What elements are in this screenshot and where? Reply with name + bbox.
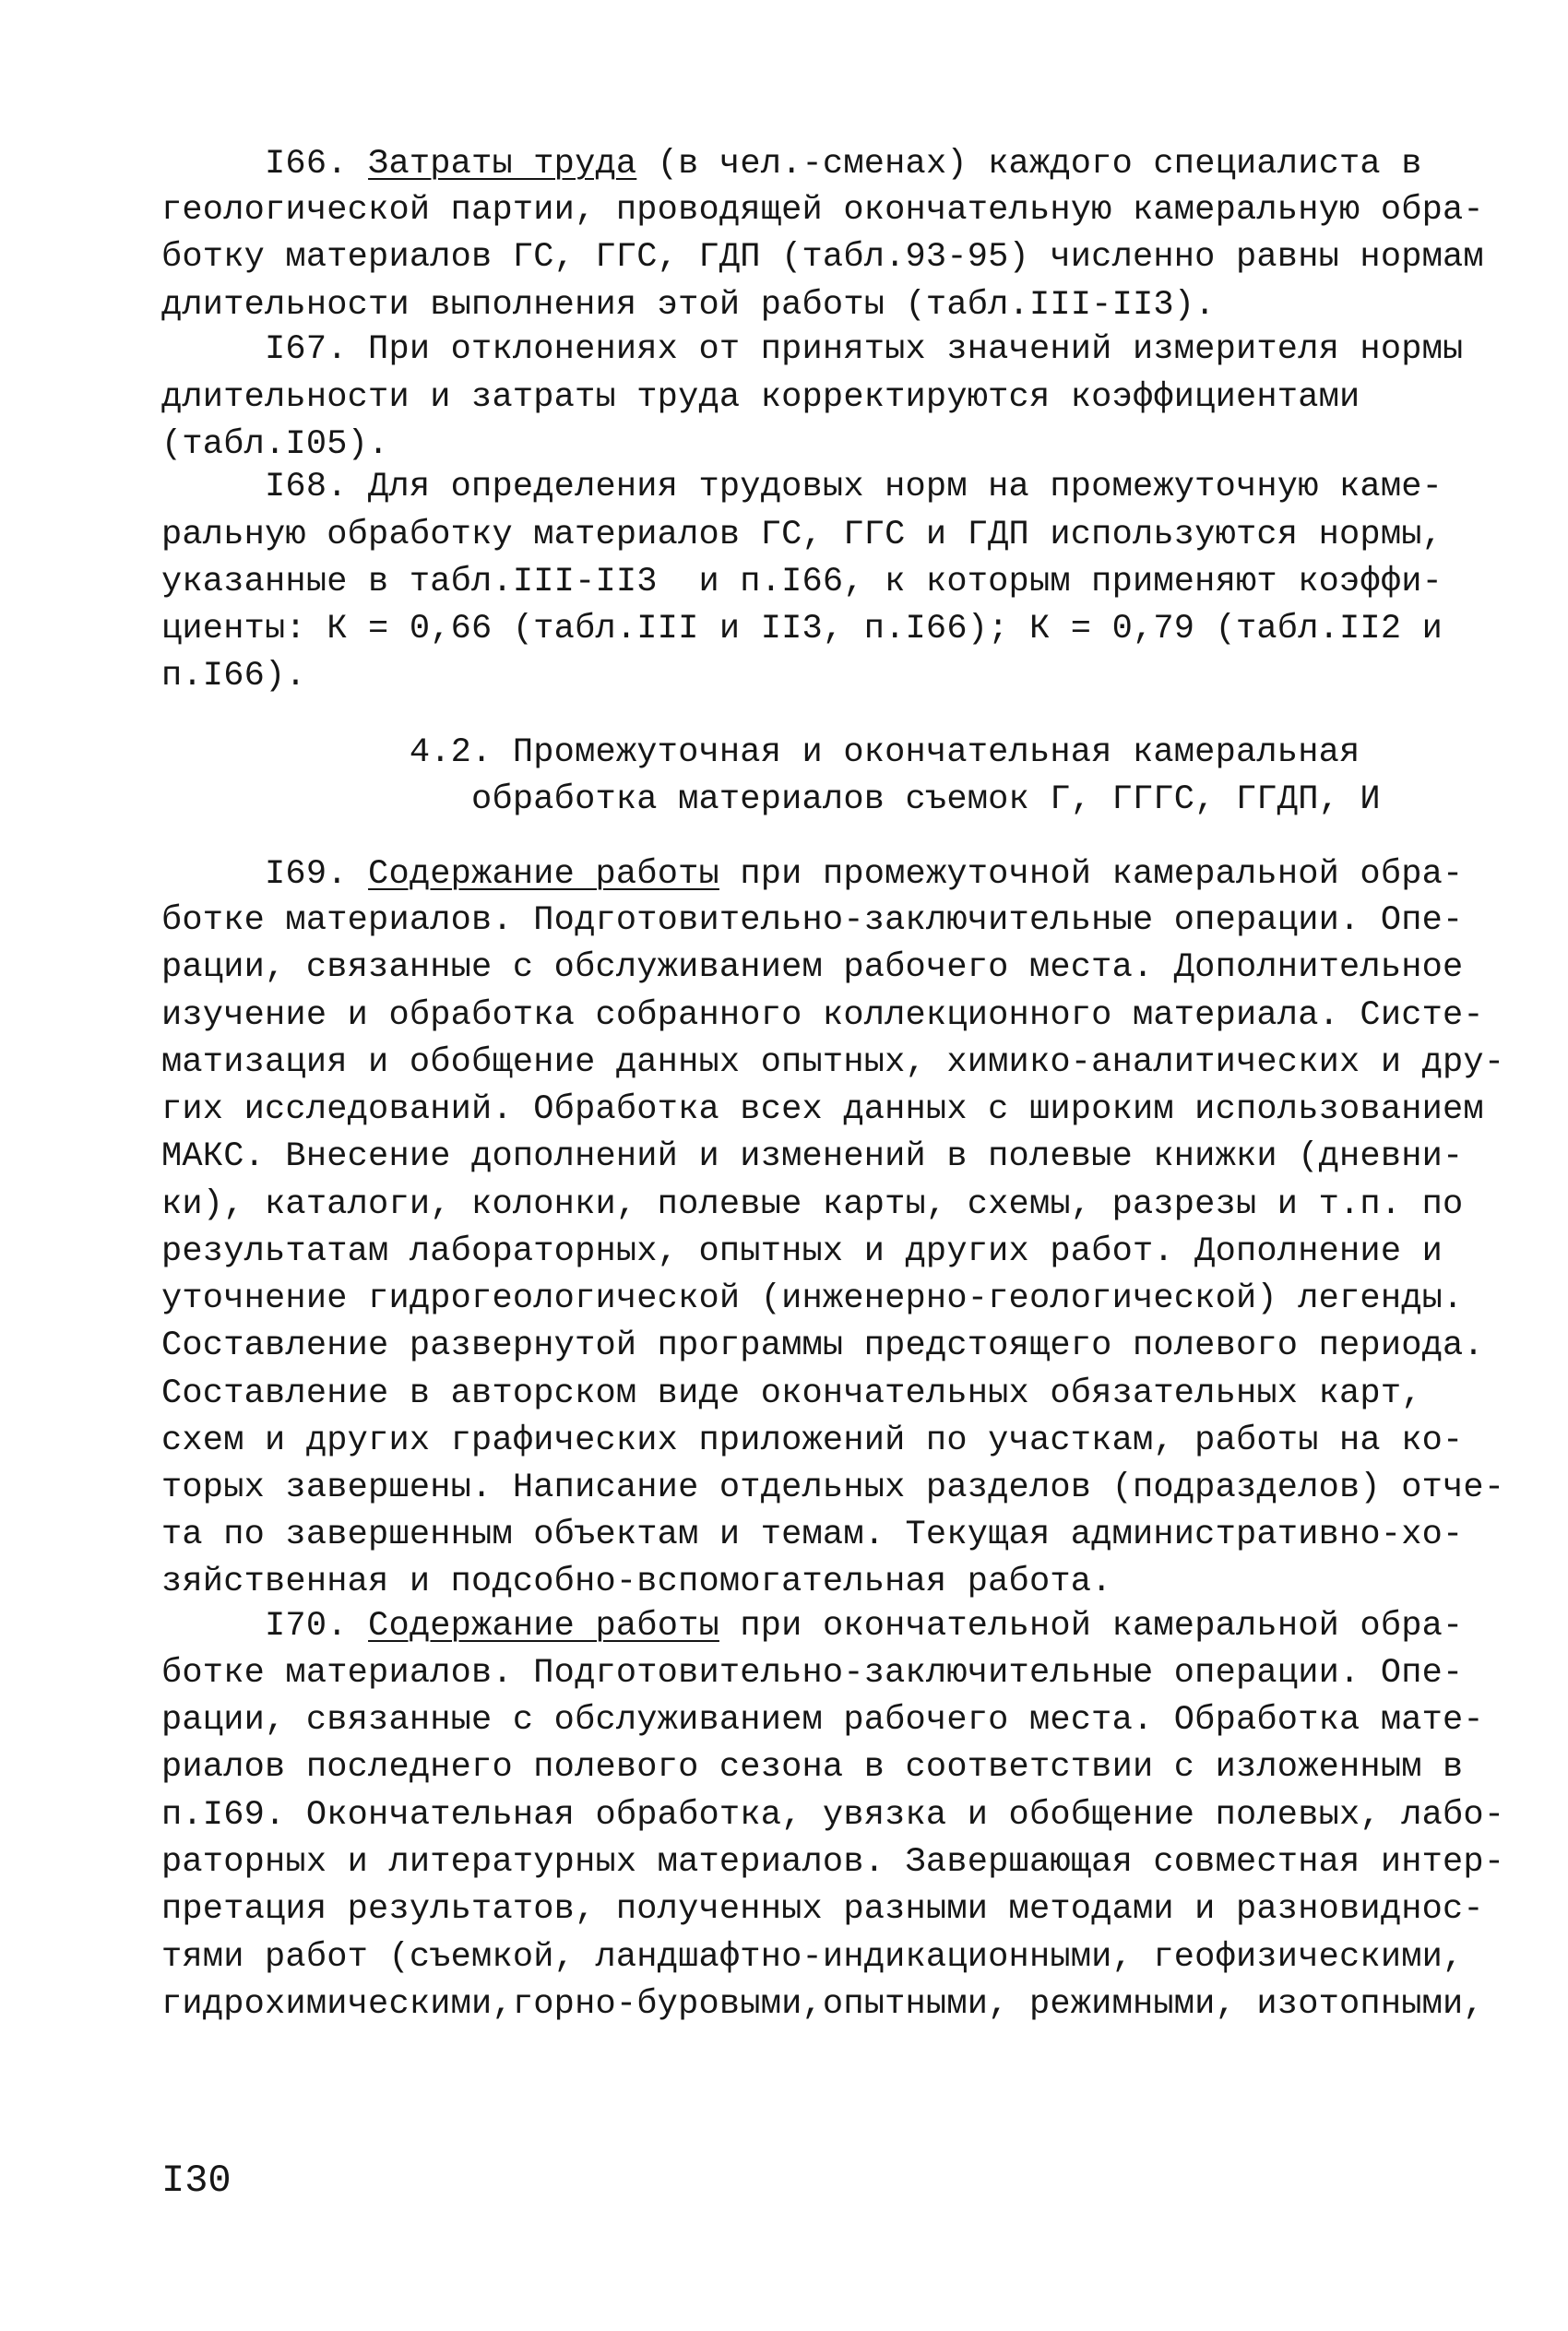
text-line xyxy=(161,996,1484,1035)
text-line xyxy=(161,565,1443,600)
text-line xyxy=(161,1843,1505,1882)
text-span: при промежуточной камеральной обра- xyxy=(719,855,1464,894)
text-line xyxy=(161,612,1443,647)
text-span: результатам лабораторных, опытных и других работ. Дополнение и xyxy=(161,1232,1443,1271)
text-line xyxy=(161,1185,1464,1224)
text-span: риалов последнего полевого сезона в соответствии с изложенным в xyxy=(161,1748,1464,1787)
text-span: Составление развернутой программы предстоящего полевого периода. xyxy=(161,1326,1484,1365)
text-line xyxy=(161,1748,1464,1787)
text-span: торых завершены. Написание отдельных разделов (подразделов) отче- xyxy=(161,1469,1505,1507)
text-span: раторных и литературных материалов. Завершающая совместная интер- xyxy=(161,1843,1505,1882)
text-span: тями работ (съемкой, ландшафтно-индикационными, геофизическими, xyxy=(161,1938,1464,1977)
text-line xyxy=(161,1471,1504,1505)
text-line xyxy=(161,286,1216,325)
underlined-term: Затраты труда xyxy=(368,145,637,184)
text-span: зяйственная и подсобно-вспомогательная работа. xyxy=(161,1563,1112,1601)
text-line xyxy=(161,330,1464,369)
text-span: I68. Для определения трудовых норм на промежуточную каме- xyxy=(161,468,1443,506)
text-span: I67. При отклонениях от принятых значений измерителя нормы xyxy=(161,330,1464,369)
text-line xyxy=(161,901,1464,940)
text-span: МАКС. Внесение дополнений и изменений в полевые книжки (дневни- xyxy=(161,1137,1464,1176)
text-line xyxy=(161,1607,1464,1646)
text-line xyxy=(161,470,1443,505)
text-span: ботке материалов. Подготовительно-заключительные операции. Опе- xyxy=(161,901,1464,940)
text-span: п.I69. Окончательная обработка, увязка и обобщение полевых, лабо- xyxy=(161,1796,1505,1835)
text-line xyxy=(161,1654,1464,1693)
text-line xyxy=(161,238,1484,277)
underlined-term: Содержание работы xyxy=(368,1607,719,1646)
text-line xyxy=(161,1518,1463,1552)
text-line xyxy=(161,1137,1464,1176)
text-line xyxy=(161,780,1381,819)
text-span: 4.2. Промежуточная и окончательная камеральная xyxy=(161,733,1360,772)
text-line xyxy=(161,1090,1484,1129)
text-line xyxy=(161,425,389,464)
text-span: гих исследований. Обработка всех данных с широким использованием xyxy=(161,1090,1484,1129)
text-span: п.I66). xyxy=(161,657,306,696)
text-line xyxy=(161,855,1464,894)
text-line xyxy=(161,1232,1443,1271)
text-span: ки), каталоги, колонки, полевые карты, схемы, разрезы и т.п. по xyxy=(161,1185,1464,1224)
text-line xyxy=(161,1279,1464,1318)
text-span: при окончательной камеральной обра- xyxy=(719,1607,1464,1646)
text-span: ботку материалов ГС, ГГС, ГДП (табл.93-95) численно равны нормам xyxy=(161,238,1484,277)
text-line xyxy=(161,518,1443,553)
text-line xyxy=(161,1938,1464,1977)
text-span: рации, связанные с обслуживанием рабочего места. Дополнительное xyxy=(161,948,1464,987)
text-line xyxy=(161,1890,1484,1929)
text-span: I69. xyxy=(161,855,369,894)
text-span: изучение и обработка собранного коллекционного материала. Систе- xyxy=(161,996,1484,1035)
text-span: длительности выполнения этой работы (табл.III-II3). xyxy=(161,286,1216,325)
text-span: гидрохимическими,горно-буровыми,опытными, режимными, изотопными, xyxy=(161,1985,1484,2024)
text-line xyxy=(161,1985,1484,2024)
text-line xyxy=(161,948,1464,987)
text-line xyxy=(161,378,1360,417)
text-line xyxy=(161,1701,1484,1740)
text-span: ральную обработку материалов ГС, ГГС и ГДП используются нормы, xyxy=(161,516,1443,554)
text-span: I70. xyxy=(161,1607,369,1646)
text-line xyxy=(161,733,1360,772)
text-span: та по завершенным объектам и темам. Текущая административно-хо- xyxy=(161,1516,1464,1554)
text-span: геологической партии, проводящей окончательную камеральную обра- xyxy=(161,191,1484,230)
text-line xyxy=(161,1565,1112,1600)
text-span: обработка материалов съемок Г, ГГГС, ГГДП, И xyxy=(161,780,1381,819)
text-line xyxy=(161,1421,1464,1460)
text-span: матизация и обобщение данных опытных, химико-аналитических и дру- xyxy=(161,1043,1505,1082)
text-line xyxy=(161,657,306,696)
page-number: I30 xyxy=(161,2159,232,2203)
underlined-term: Содержание работы xyxy=(368,855,719,894)
text-span: ботке материалов. Подготовительно-заключительные операции. Опе- xyxy=(161,1654,1464,1693)
text-span: длительности и затраты труда корректируются коэффициентами xyxy=(161,378,1360,417)
text-span: циенты: К = 0,66 (табл.III и II3, п.I66); К = 0,79 (табл.II2 и xyxy=(161,610,1443,648)
text-span: (табл.I05). xyxy=(161,425,389,464)
text-span: претация результатов, полученных разными методами и разновиднос- xyxy=(161,1890,1484,1929)
text-span: рации, связанные с обслуживанием рабочего места. Обработка мате- xyxy=(161,1701,1484,1740)
text-span: (в чел.-сменах) каждого специалиста в xyxy=(636,145,1422,184)
text-line xyxy=(161,1326,1484,1365)
text-line xyxy=(161,1043,1505,1082)
text-span: уточнение гидрогеологической (инженерно-геологической) легенды. xyxy=(161,1279,1464,1318)
text-span: I66. xyxy=(161,145,369,184)
text-line xyxy=(161,1374,1422,1413)
text-line xyxy=(161,145,1422,184)
text-span: указанные в табл.III-II3 и п.I66, к которым применяют коэффи- xyxy=(161,563,1443,601)
text-line xyxy=(161,1796,1505,1835)
text-line xyxy=(161,191,1484,230)
text-span: Составление в авторском виде окончательных обязательных карт, xyxy=(161,1374,1422,1413)
text-span: схем и других графических приложений по участкам, работы на ко- xyxy=(161,1421,1464,1460)
